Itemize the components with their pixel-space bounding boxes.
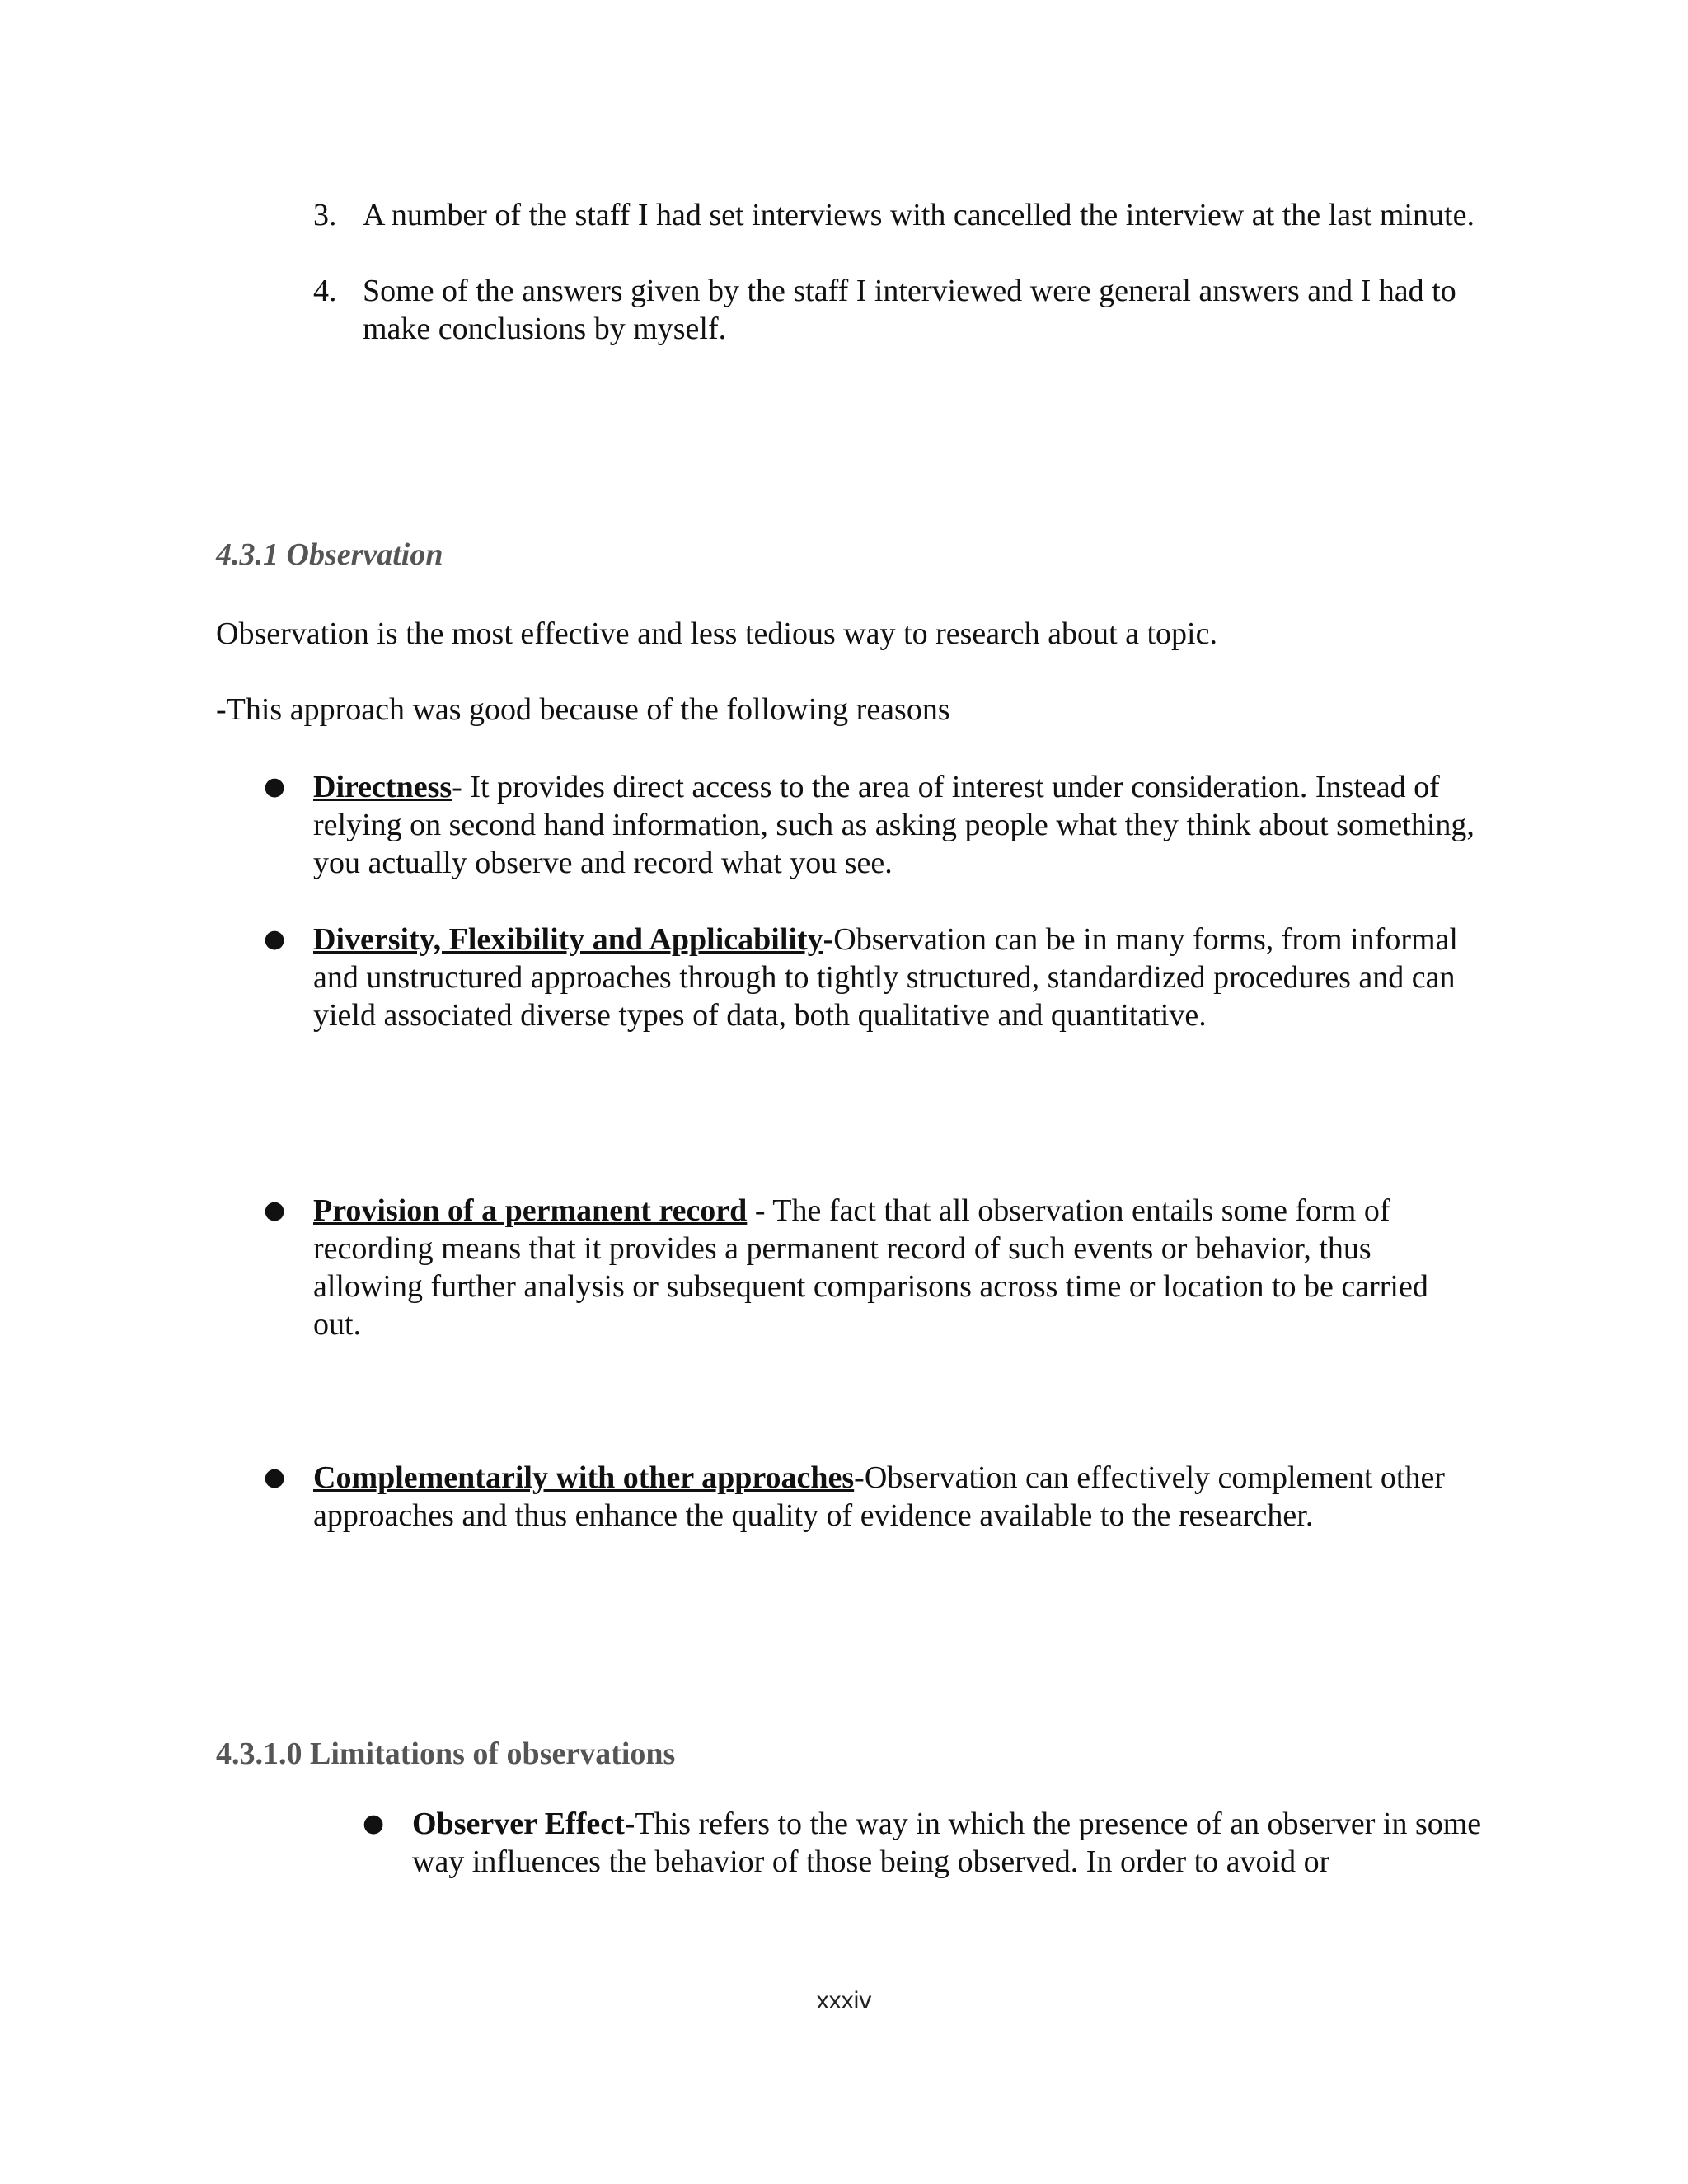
list-number: 3. xyxy=(313,198,337,232)
list-item-text xyxy=(313,768,1484,882)
list-item xyxy=(313,272,1484,348)
bullet-text: It provides direct access to the area of interest under consideration. Instead of relying on second hand information, such as asking people what they think about something, you actually observe and record what you see. xyxy=(313,770,1475,880)
bullet-term: Complementarily with other approaches xyxy=(313,1460,855,1495)
list-item xyxy=(264,1192,1484,1343)
bullet-separator: - xyxy=(854,1460,865,1495)
bullet-term: Diversity, Flexibility and Applicability xyxy=(313,922,823,957)
bullet-text: Observation can be in many forms, from informal and unstructured approaches through to tightly structured, standardized procedures and can yield associated diverse types of data, both qualitative and quantitative. xyxy=(313,922,1458,1033)
list-item-text: A number of the staff I had set interviews with cancelled the interview at the last minute. xyxy=(363,198,1475,232)
bullet-icon: ● xyxy=(264,1463,286,1492)
bullet-separator: - xyxy=(452,770,462,804)
list-item-text xyxy=(313,1192,1484,1343)
intro-paragraph: Observation is the most effective and less tedious way to research about a topic. xyxy=(216,616,1217,651)
bullet-icon: ● xyxy=(363,1809,385,1838)
list-item xyxy=(264,921,1484,1034)
list-item-text xyxy=(313,1459,1484,1535)
bullet-term: Observer Effect- xyxy=(412,1807,635,1841)
list-item xyxy=(363,1805,1500,1881)
list-item-text xyxy=(313,921,1484,1034)
list-item-text xyxy=(412,1805,1500,1881)
bullet-term: Provision of a permanent record xyxy=(313,1193,748,1228)
bullet-text: Observation can effectively complement other approaches and thus enhance the quality of evidence available to the researcher. xyxy=(313,1460,1445,1533)
bullet-icon: ● xyxy=(264,925,286,954)
lead-paragraph: -This approach was good because of the following reasons xyxy=(216,692,950,727)
page-number: xxxiv xyxy=(816,1987,872,2014)
bullet-term: Directness xyxy=(313,770,452,804)
list-item xyxy=(264,1459,1484,1535)
section-heading: 4.3.1 Observation xyxy=(216,537,443,572)
section-heading: 4.3.1.0 Limitations of observations xyxy=(216,1736,676,1771)
list-item xyxy=(264,768,1484,882)
list-item xyxy=(313,196,1484,234)
bullet-separator: - xyxy=(747,1193,766,1228)
bullet-icon: ● xyxy=(264,1196,286,1225)
bullet-text: This refers to the way in which the presence of an observer in some way influences the behavior of those being observed. In order to avoid or xyxy=(412,1807,1482,1879)
list-item-text: Some of the answers given by the staff I interviewed were general answers and I had to make conclusions by myself. xyxy=(363,274,1456,346)
bullet-text: The fact that all observation entails some form of recording means that it provides a permanent record of such events or behavior, thus allowing further analysis or subsequent comparisons across time or location to be carried out. xyxy=(313,1193,1428,1342)
bullet-icon: ● xyxy=(264,772,286,801)
list-number: 4. xyxy=(313,274,337,308)
bullet-separator: - xyxy=(823,922,834,957)
